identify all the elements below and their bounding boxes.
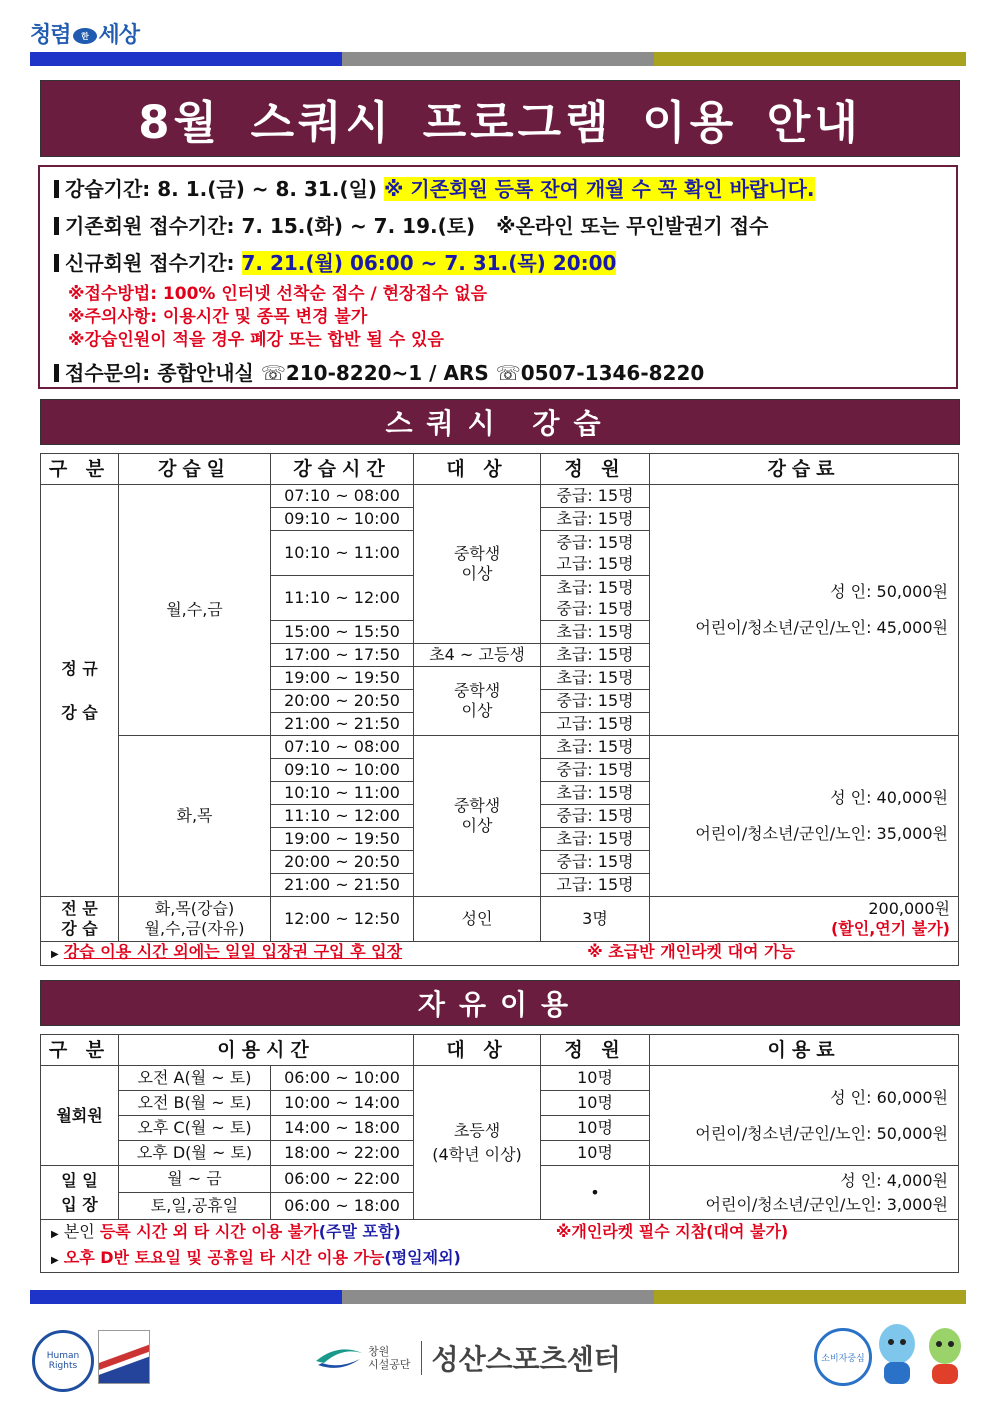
mascot-green-icon bbox=[922, 1322, 968, 1388]
mwf-fee: 성 인: 50,000원 어린이/청소년/군인/노인: 45,000원 bbox=[650, 485, 959, 736]
tt-fee: 성 인: 40,000원 어린이/청소년/군인/노인: 35,000원 bbox=[650, 736, 959, 897]
page-title-banner bbox=[40, 80, 960, 157]
monthly-fee: 성 인: 60,000원 어린이/청소년/군인/노인: 50,000원 bbox=[650, 1066, 959, 1166]
new-period-highlight: 7. 21.(월) 06:00 ~ 7. 31.(목) 20:00 bbox=[241, 251, 617, 275]
table-row: 21:00 ~ 21:50 고급: 15명 bbox=[41, 713, 959, 736]
lesson-header-row: 구 분 강습일 강습시간 대 상 정 원 강습료 bbox=[41, 454, 959, 485]
free-section-title: 자유이용 bbox=[40, 980, 960, 1026]
table-row: 10:10 ~ 11:00 초급: 15명 bbox=[41, 782, 959, 805]
new-line: 신규회원 접수기간: 7. 21.(월) 06:00 ~ 7. 31.(목) 20:00 bbox=[54, 247, 616, 276]
free-footnote-row: ▶ 본인 등록 시간 외 타 시간 이용 불가(주말 포함) ※개인라켓 필수 지참(대여 불가) ▶ 오후 D반 토요일 및 공휴일 타 시간 이용 가능(평일제외) bbox=[41, 1220, 959, 1273]
table-row: 19:00 ~ 19:50 중학생 이상 초급: 15명 bbox=[41, 667, 959, 690]
lesson-footnote-row: ▶ 강습 이용 시간 외에는 일일 입장권 구입 후 입장 ※ 초급반 개인라켓 대여 가능 bbox=[41, 942, 959, 966]
center-name: 성산스포츠센터 bbox=[431, 1343, 621, 1376]
table-row: 15:00 ~ 15:50 초급: 15명 bbox=[41, 621, 959, 644]
mascot-blue-icon bbox=[872, 1322, 922, 1388]
tt-days: 화,목 bbox=[119, 736, 271, 897]
swoosh-icon bbox=[312, 1343, 364, 1373]
top-color-bar bbox=[30, 52, 966, 66]
table-row: 월회원 오전 A(월 ~ 토) 06:00 ~ 10:00 초등생 (4학년 이상) 10명 성 인: 60,000원 어린이/청소년/군인/노인: 50,000원 bbox=[41, 1066, 959, 1091]
table-row: 전 문 강 습 화,목(강습) 월,수,금(자유) 12:00 ~ 12:50 성인 3명 200,000원 (할인,연기 불가) bbox=[41, 897, 959, 942]
table-row: 21:00 ~ 21:50 고급: 15명 bbox=[41, 874, 959, 897]
table-row: 토,일,공휴일 06:00 ~ 18:00 bbox=[41, 1193, 959, 1220]
table-row: 11:10 ~ 12:00 초급: 15명 중급: 15명 bbox=[41, 576, 959, 621]
table-row: 화,목 07:10 ~ 08:00 중학생 이상 초급: 15명 성 인: 40,000원 어린이/청소년/군인/노인: 35,000원 bbox=[41, 736, 959, 759]
table-row: 09:10 ~ 10:00 중급: 15명 bbox=[41, 759, 959, 782]
table-row: 11:10 ~ 12:00 중급: 15명 bbox=[41, 805, 959, 828]
table-row: 20:00 ~ 20:50 중급: 15명 bbox=[41, 690, 959, 713]
top-logo bbox=[30, 18, 139, 49]
contact-line: 접수문의: 종합안내실 ☏210-8220~1 / ARS ☏0507-1346-8220 bbox=[54, 357, 704, 386]
period-line: 강습기간: 8. 1.(금) ~ 8. 31.(일) ※ 기존회원 등록 잔여 개월 수 꼭 확인 바랍니다. bbox=[54, 173, 815, 202]
note-1: ※접수방법: 100% 인터넷 선착순 접수 / 현장접수 없음 bbox=[68, 284, 488, 304]
human-rights-logo: Human Rights bbox=[32, 1330, 94, 1392]
logo-text-right: 세상 bbox=[98, 22, 140, 48]
table-row: 일 일 입 장 월 ~ 금 06:00 ~ 22:00 • 성 인: 4,000원 어린이/청소년/군인/노인: 3,000원 bbox=[41, 1166, 959, 1193]
lesson-section-title: 스쿼시 강습 bbox=[40, 399, 960, 445]
logo-mid: 한 bbox=[73, 28, 97, 44]
table-row: 오후 D(월 ~ 토) 18:00 ~ 22:00 10명 bbox=[41, 1141, 959, 1166]
free-header-row: 구 분 이용시간 대 상 정 원 이용료 bbox=[41, 1035, 959, 1066]
table-row: 09:10 ~ 10:00 초급: 15명 bbox=[41, 508, 959, 531]
logo-text-left: 청렴 bbox=[30, 22, 71, 48]
period-note: ※ 기존회원 등록 잔여 개월 수 꼭 확인 바랍니다. bbox=[384, 177, 815, 201]
table-row: 17:00 ~ 17:50 초4 ~ 고등생 초급: 15명 bbox=[41, 644, 959, 667]
lesson-table bbox=[40, 453, 959, 966]
mwf-days: 월,수,금 bbox=[119, 485, 271, 736]
table-row: 10:10 ~ 11:00 중급: 15명 고급: 15명 bbox=[41, 531, 959, 576]
free-table bbox=[40, 1034, 959, 1273]
table-row: 19:00 ~ 19:50 초급: 15명 bbox=[41, 828, 959, 851]
info-box bbox=[38, 165, 958, 389]
daily-fee: 성 인: 4,000원 어린이/청소년/군인/노인: 3,000원 bbox=[650, 1166, 959, 1220]
table-row: 오후 C(월 ~ 토) 14:00 ~ 18:00 10명 bbox=[41, 1116, 959, 1141]
certification-logo bbox=[98, 1330, 150, 1384]
table-row: 20:00 ~ 20:50 중급: 15명 bbox=[41, 851, 959, 874]
bottom-color-bar bbox=[30, 1290, 966, 1304]
page-title: 8월 스쿼시 프로그램 이용 안내 bbox=[138, 96, 862, 149]
note-2: ※주의사항: 이용시간 및 종목 변경 불가 bbox=[68, 307, 368, 327]
regular-label: 정 규 강 습 bbox=[41, 485, 119, 897]
ccm-logo: 소비자중심 bbox=[814, 1328, 872, 1386]
table-row: 정 규 강 습 월,수,금 07:10 ~ 08:00 중학생 이상 중급: 15명 성 인: 50,000원 어린이/청소년/군인/노인: 45,000원 bbox=[41, 485, 959, 508]
note-3: ※강습인원이 적을 경우 폐강 또는 합반 될 수 있음 bbox=[68, 330, 444, 350]
existing-line: 기존회원 접수기간: 7. 15.(화) ~ 7. 19.(토) ※온라인 또는 무인발권기 접수 bbox=[54, 210, 768, 239]
center-logo: 창원 시설공단 성산스포츠센터 bbox=[312, 1338, 621, 1378]
table-row: 오전 B(월 ~ 토) 10:00 ~ 14:00 10명 bbox=[41, 1091, 959, 1116]
